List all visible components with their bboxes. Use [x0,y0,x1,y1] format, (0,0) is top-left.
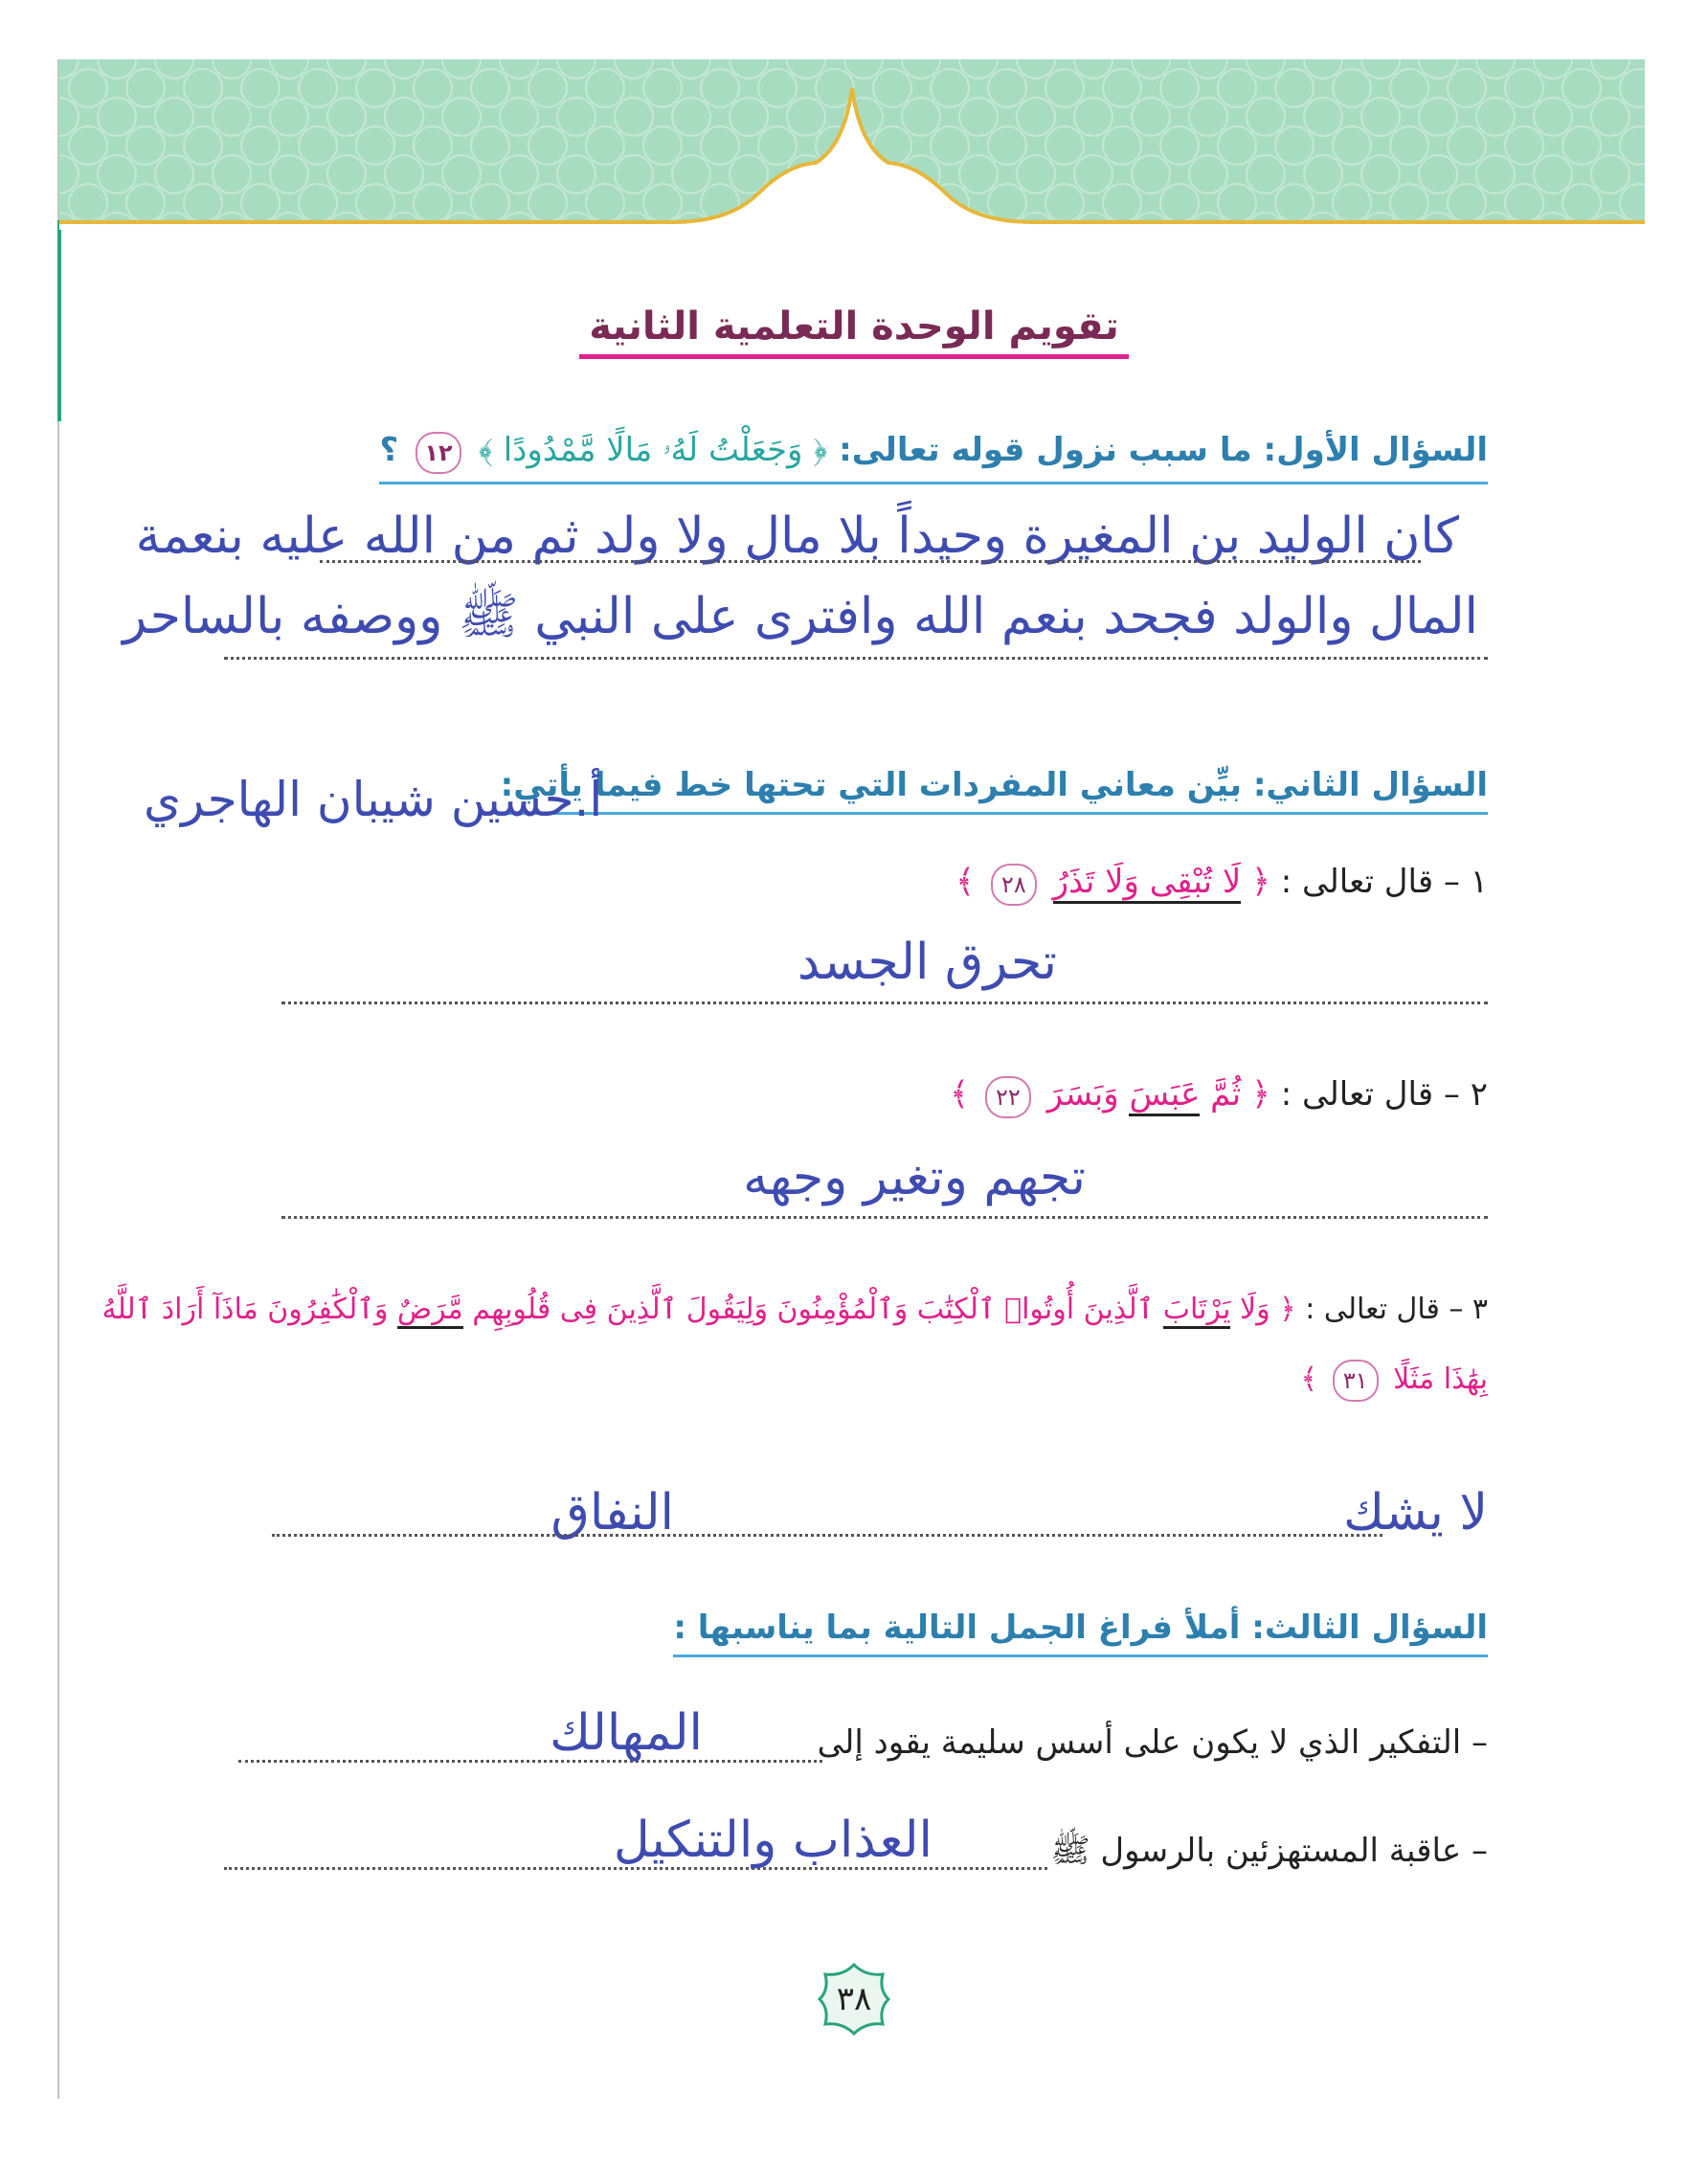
question-3-label: السؤال الثالث: أملأ فراغ الجمل التالية بما يناسبها : [673,1609,1488,1647]
ayah-number: ٢٢ [985,1076,1031,1118]
underlined-word: عَبَسَ [1129,1075,1200,1116]
verse-text: ﴿ [1241,863,1270,901]
question-2-item-2 [950,1074,1488,1118]
verse-text: ﴿ وَلَا [1230,1293,1296,1326]
fill-blank-dotted-line [238,1760,822,1763]
question-2-item-3-line-2 [1301,1360,1489,1402]
teacher-name: أ.حسين شيبان الهاجري [144,772,603,827]
question-mark: ؟ [379,431,399,469]
answer-3-1: المهالك [550,1704,703,1762]
item-number: ٣ – قال تعالى : [1305,1293,1488,1326]
verse-text: ٱلَّذِينَ أُوتُوا۟ ٱلْكِتَٰبَ وَٱلْمُؤْمِنُونَ وَلِيَقُولَ ٱلَّذِينَ فِى قُلُوبِهِم [462,1293,1163,1326]
sentence-text: – التفكير الذي لا يكون على أسس سليمة يقود إلى [817,1723,1488,1762]
answer-dotted-line [281,1002,1488,1004]
answer-1-line-1: كان الوليد بن المغيرة وحيداً بلا مال ولا ولد ثم من الله عليه بنعمة [135,507,1459,565]
verse-text: بِهَٰذَا مَثَلًا [1393,1362,1488,1396]
ayah-number: ١٢ [416,432,461,474]
question-2-label: السؤال الثاني: بيِّن معاني المفردات التي تحتها خط فيما يأتي: [500,766,1488,804]
item-number: ٢ – قال تعالى : [1280,1075,1488,1114]
verse-text: ﴿ ثُمَّ [1200,1075,1270,1114]
item-number: ١ – قال تعالى : [1280,863,1488,901]
verse-close: ﴾ [1300,1362,1327,1396]
item-verse [102,1293,1296,1329]
item-verse [1301,1362,1489,1396]
underlined-word: لَا تُبْقِى وَلَا تَذَرُ [1053,863,1242,904]
verse-close: ﴾ [950,1075,979,1114]
answer-dotted-line [272,1534,1382,1537]
answer-dotted-line [281,1216,1488,1219]
ayah-number: ٢٨ [991,864,1037,906]
question-3-item-1 [818,1723,1488,1762]
answer-2-3-b: النفاق [551,1484,674,1542]
answer-2-2: تجهم وتغير وجهه [743,1149,1086,1206]
answer-1-dotted-line [224,657,1488,660]
underlined-word: يَرْتَابَ [1163,1293,1231,1329]
item-verse [955,863,1270,901]
verse-text: وَٱلْكَٰفِرُونَ مَاذَآ أَرَادَ ٱللَّهُ [101,1293,397,1326]
page-title: تقويم الوحدة التعلمية الثانية [0,304,1708,349]
verse-close: ﴾ [955,863,985,901]
question-1-verse: ﴿ وَجَعَلْتُ لَهُۥ مَالًا مَّمْدُودًا ﴾ [478,431,828,469]
answer-1-dotted-line [320,560,1421,563]
question-2-heading [501,766,1488,815]
item-verse [950,1075,1270,1114]
page-number: ٣٨ [836,1980,872,2018]
question-2-item-3 [102,1293,1488,1326]
question-1-heading [379,431,1488,484]
underlined-word: مَّرَضٌ [397,1293,463,1329]
verse-text: وَبَسَرَ [1046,1075,1130,1114]
question-1-label: السؤال الأول: ما سبب نزول قوله تعالى: [839,431,1488,469]
answer-2-3-a: لا يشك [1343,1484,1488,1542]
ayah-number: ٣١ [1333,1360,1379,1402]
question-2-item-1 [955,862,1488,906]
answer-3-2: العذاب والتنكيل [613,1812,933,1869]
question-3-item-2 [1051,1831,1488,1878]
header-ornament-band [59,59,1645,230]
question-3-heading [673,1609,1488,1657]
answer-2-1: تحرق الجسد [797,934,1057,991]
answer-1-line-2: المال والولد فجحد بنعم الله وافترى على النبي ﷺ ووصفه بالساحر [123,588,1478,645]
sentence-text: – عاقبة المستهزئين بالرسول ﷺ [1050,1832,1488,1870]
